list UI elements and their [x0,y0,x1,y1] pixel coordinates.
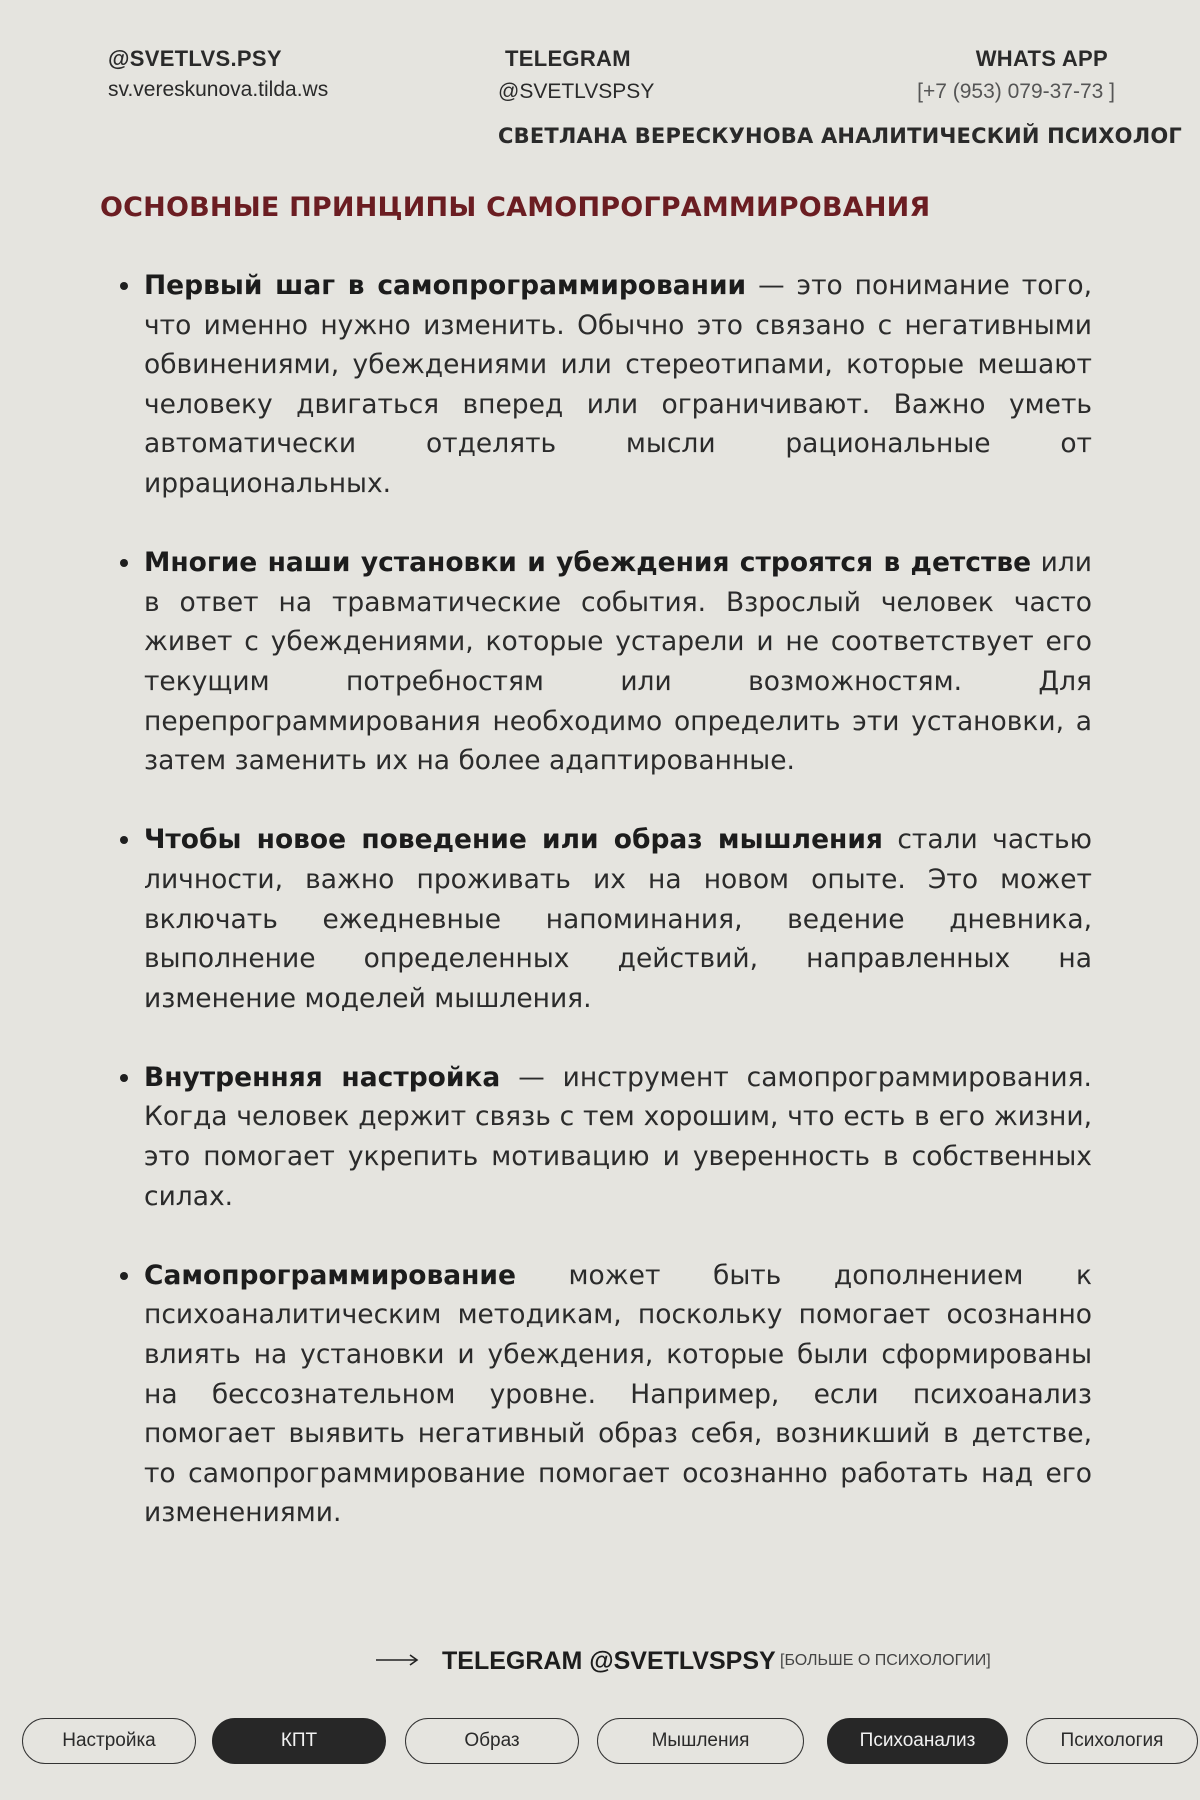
list-item-lead: Чтобы новое поведение или образ мышления [144,824,883,856]
tag-obraz[interactable]: Образ [405,1718,579,1764]
list-item [144,1256,1092,1533]
list-item-lead: Многие наши установки и убеждения строятся в детстве [144,547,1032,579]
list-item-lead: Первый шаг в самопрограммировании [144,270,747,301]
tag-nastroika[interactable]: Настройка [22,1718,196,1764]
footer-more-link[interactable]: [БОЛЬШЕ О ПСИХОЛОГИИ] [780,1652,991,1669]
arrow-right-icon [376,1648,420,1672]
website-link[interactable]: sv.vereskunova.tilda.ws [108,78,329,101]
list-item-text: — это понимание того, что именно нужно изменить. Обычно это связано с негативными обвинениями, убеждениями или стереотипами, которые мешают человеку двигаться вперед или ограничивают. Важно уметь автоматически отделять мысли рациональные от иррациональных. [144,270,1092,499]
list-item-text: — инструмент самопрограммирования. Когда человек держит связь с тем хорошим, что есть в его жизни, это помогает укрепить мотивацию и уверенность в собственных силах. [144,1061,1092,1212]
whatsapp-phone[interactable]: [+7 (953) 079-37-73 ] [917,80,1115,103]
telegram-label: TELEGRAM [505,46,631,71]
tag-kpt[interactable]: КПТ [212,1718,386,1764]
list-item [144,543,1092,781]
list-item [144,266,1092,504]
list-item-lead: Самопрограммирование [144,1259,516,1291]
footer-telegram-link[interactable]: TELEGRAM @SVETLVSPSY [442,1647,776,1675]
telegram-handle[interactable]: @SVETLVSPSY [498,80,655,103]
tag-psikhoanaliz[interactable]: Психоанализ [827,1718,1008,1764]
principles-list [144,266,1092,1573]
whatsapp-label: WHATS APP [975,46,1108,71]
list-item [144,820,1092,1018]
page-title: ОСНОВНЫЕ ПРИНЦИПЫ САМОПРОГРАММИРОВАНИЯ [100,192,931,223]
list-item-lead: Внутренняя настройка [144,1061,501,1093]
list-item-text: или в ответ на травматические события. Взрослый человек часто живет с убеждениями, которые устарели и не соответствует его текущим потребностям или возможностям. Для перепрограммирования необходимо определить эти установки, а затем заменить их на более адаптированные. [144,547,1092,777]
instagram-handle[interactable]: @SVETLVS.PSY [108,46,282,71]
tag-psikhologiya[interactable]: Психология [1026,1718,1198,1764]
list-item-text: стали частью личности, важно проживать их на новом опыте. Это может включать ежедневные напоминания, ведение дневника, выполнение определенных действий, направленных на изменение моделей мышления. [144,824,1092,1014]
tag-myshleniya[interactable]: Мышления [597,1718,804,1764]
list-item-text: может быть дополнением к психоаналитическим методикам, поскольку помогает осознанно влиять на установки и убеждения, которые были сформированы на бессознательном уровне. Например, если психоанализ помогает выявить негативный образ себя, возникший в детстве, то самопрограммирование помогает осознанно работать над его изменениями. [144,1259,1092,1529]
author-line: СВЕТЛАНА ВЕРЕСКУНОВА АНАЛИТИЧЕСКИЙ ПСИХОЛОГ [498,124,1183,148]
list-item [144,1058,1092,1216]
